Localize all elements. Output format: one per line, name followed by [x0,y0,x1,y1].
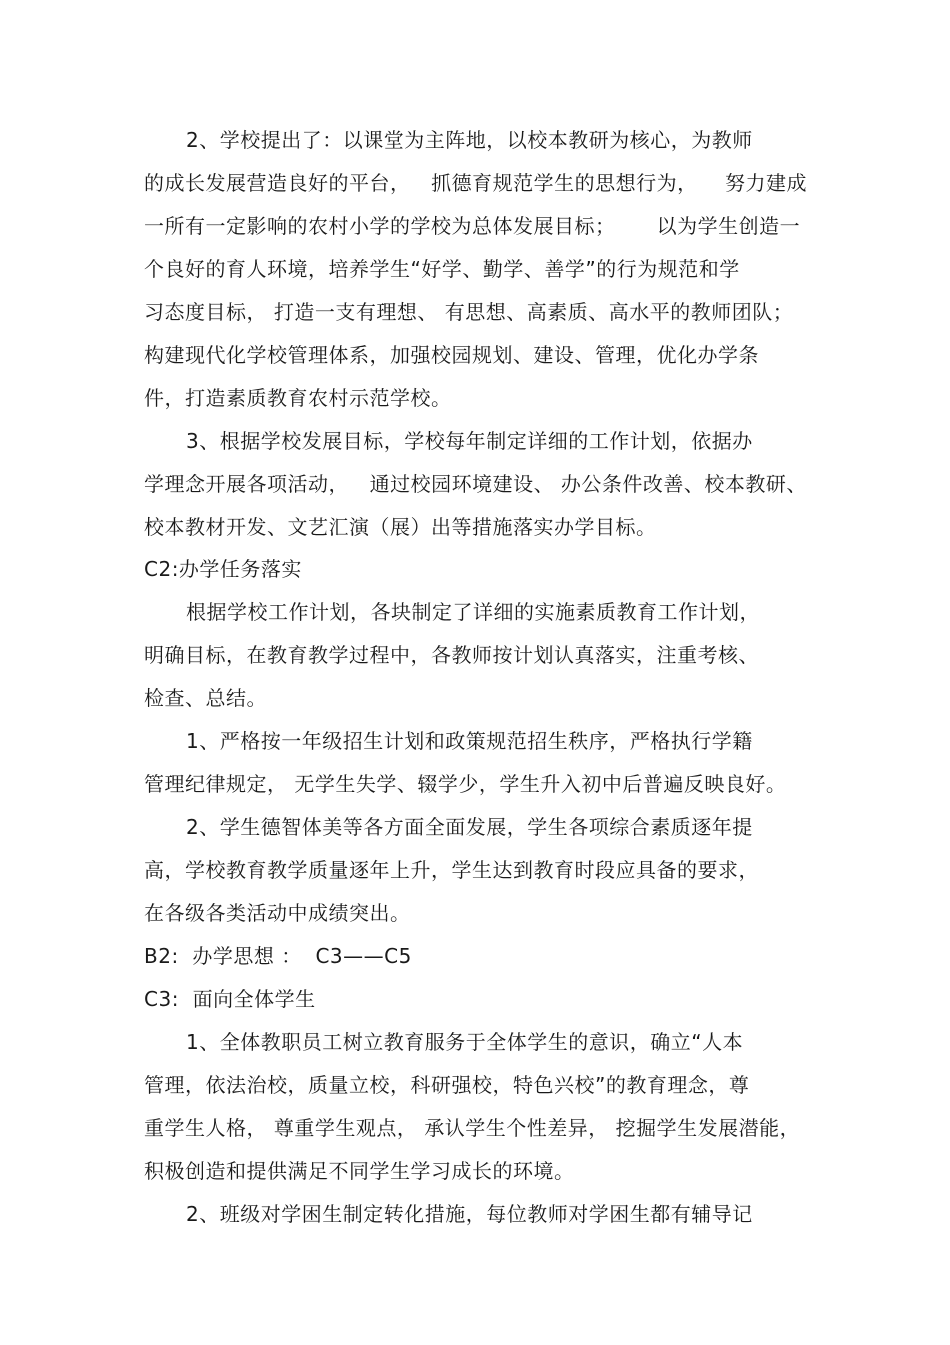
text-line: 3、根据学校发展目标，学校每年制定详细的工作计划，依据办 [186,429,753,453]
text-line: 2、班级对学困生制定转化措施，每位教师对学困生都有辅导记 [186,1202,753,1226]
text-line: 件，打造素质教育农村示范学校。 [144,386,452,410]
text-line: 重学生人格， 尊重学生观点， 承认学生个性差异， 挖掘学生发展潜能， [144,1116,801,1140]
text-line: 根据学校工作计划，各块制定了详细的实施素质教育工作计划， [186,600,760,624]
text-line: 校本教材开发、文艺汇演（展）出等措施落实办学目标。 [144,515,657,539]
text-line: 高，学校教育教学质量逐年上升，学生达到教育时段应具备的要求， [144,858,759,882]
text-line: 个良好的育人环境，培养学生“好学、勤学、善学”的行为规范和学 [144,257,740,281]
text-line: 管理，依法治校，质量立校，科研强校，特色兴校”的教育理念，尊 [144,1073,750,1097]
text-line: 的成长发展营造良好的平台， 抓德育规范学生的思想行为， 努力建成 [144,171,808,195]
text-line: 2、学生德智体美等各方面全面发展，学生各项综合素质逐年提 [186,815,753,839]
text-line: 检查、总结。 [144,686,267,710]
section-heading: C3: 面向全体学生 [144,987,316,1011]
text-line: 积极创造和提供满足不同学生学习成长的环境。 [144,1159,575,1183]
text-line: 明确目标，在教育教学过程中，各教师按计划认真落实，注重考核、 [144,643,759,667]
section-heading: C2:办学任务落实 [144,557,302,581]
text-line: 1、严格按一年级招生计划和政策规范招生秩序，严格执行学籍 [186,729,753,753]
text-line: 管理纪律规定， 无学生失学、辍学少，学生升入初中后普遍反映良好。 [144,772,787,796]
text-line: 一所有一定影响的农村小学的学校为总体发展目标； 以为学生创造一 [144,214,801,238]
text-line: 学理念开展各项活动， 通过校园环境建设、 办公条件改善、校本教研、 [144,472,807,496]
text-line: 习态度目标， 打造一支有理想、 有思想、高素质、高水平的教师团队； [144,300,794,324]
section-heading: B2: 办学思想 ： C3——C5 [144,944,412,968]
text-line: 构建现代化学校管理体系，加强校园规划、建设、管理，优化办学条 [144,343,759,367]
text-line: 1、全体教职员工树立教育服务于全体学生的意识，确立“人本 [186,1030,744,1054]
text-line: 2、学校提出了：以课堂为主阵地，以校本教研为核心，为教师 [186,128,753,152]
text-line: 在各级各类活动中成绩突出。 [144,901,411,925]
